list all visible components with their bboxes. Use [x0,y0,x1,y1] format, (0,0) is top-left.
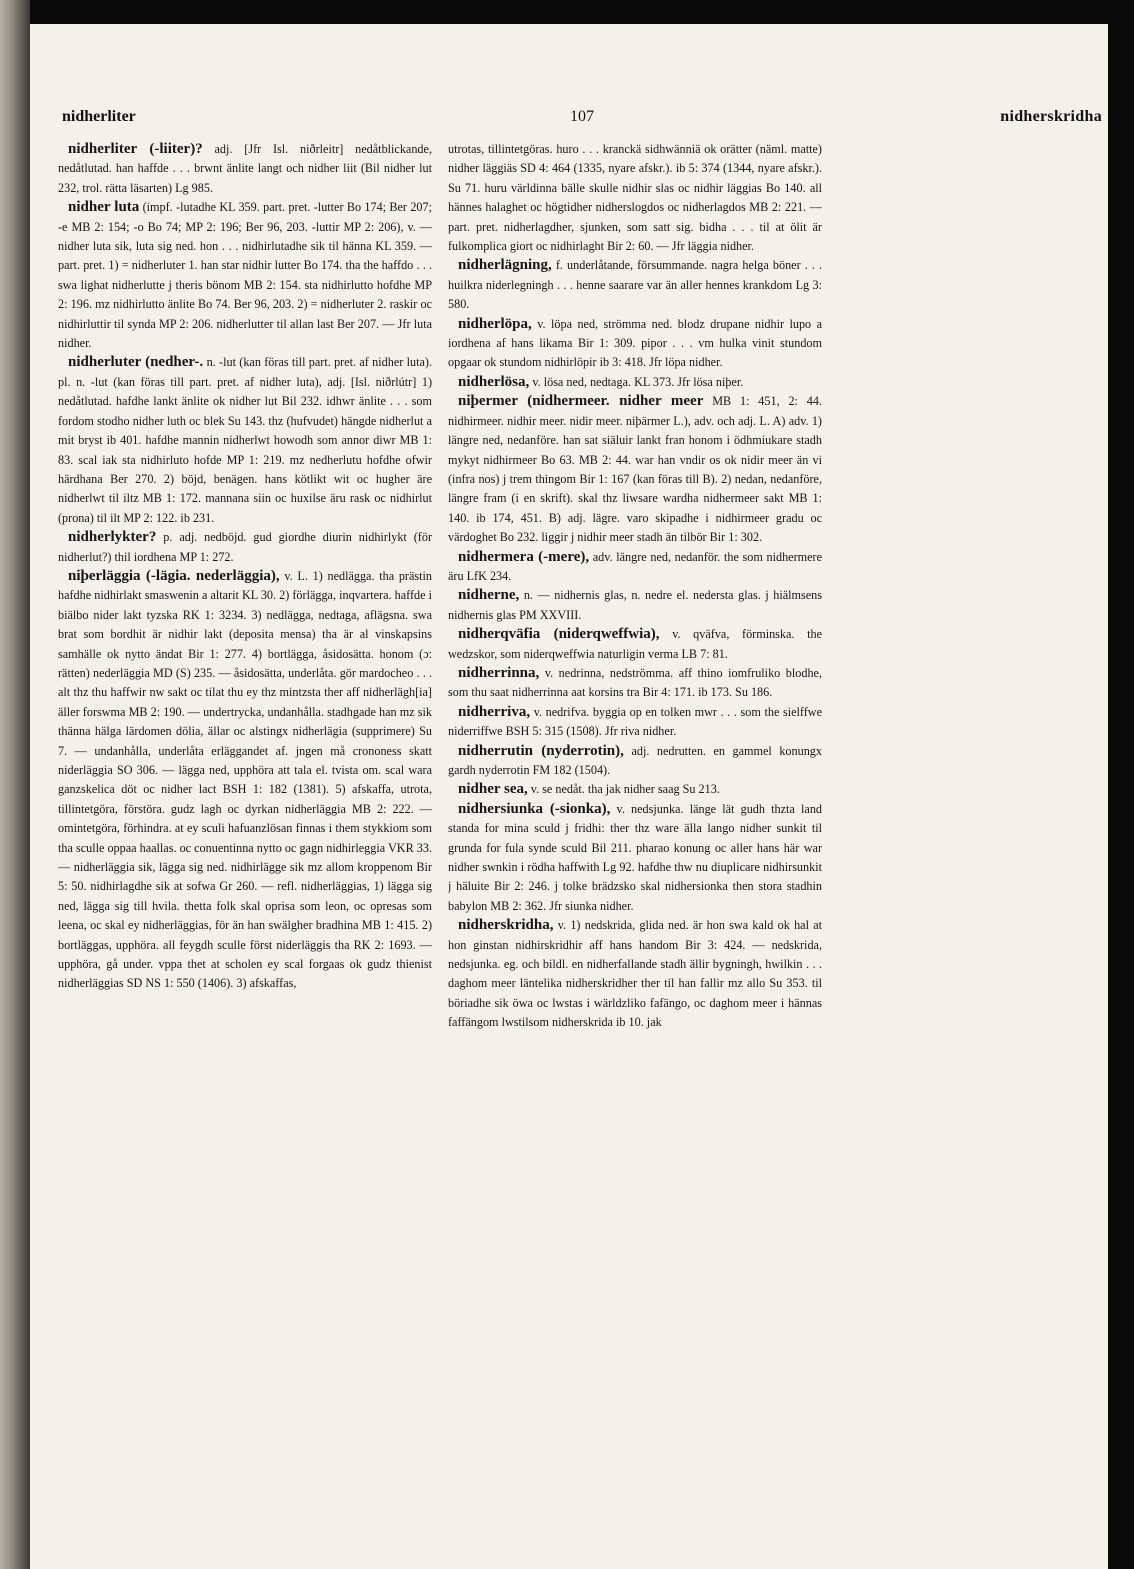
entry-text: v. L. 1) nedlägga. tha prästin hafdhe nidhirlakt smaswenin a altarit KL 30. 2) förlägga, inqvartera. haffde i biälbo nider lakt tyzska RK 1: 3234. 3) nedlägga, nedtaga, aflägsna. swa brat som bordhit är nidhir lakt (deposita mensa) tha är al vinskapsins samhälle ok nytto ändat Bir 1: 277. 4) bortlägga, åsidosätta. honom (ɔ: rätten) nederläggia MD (S) 235. — åsidosätta, underlåta. gör mardocheo . . . alt thz thu haffwir nw sakt oc tilat thu ey thz mintzsta ther aff nidherlägh[ia] äller forswma MB 2: 190. — undertrycka, undanhålla. stadhgade han mz sik thänna hälga lärdomen dölia, ällar oc alstingx nidherlägia (supprimere) Su 7. — undanhålla, underlåta erläggandet af. jngen må crononess skatt niderläggia SO 306. — lägga ned, upphöra att tala el. tvista om. scal wara ganzskelica döt oc nidher lact BSH 1: 182 (1381). 5) afskaffa, utrota, tillintetgöra, förstöra. gudz lagh oc dyrkan nidherläggia MB 2: 222. — omintetgöra, förhindra. at ey sculi hafuanzlösan finnas i them stykkiom som tha sculle oppaa haallas. oc conuentinna nytto oc gagn nidhirleggia VKR 33. — nidherläggia sik, lägga sig ned. nidhirlägge sik mz allom kroppenom Bir 5: 50. nidhirlagdhe sik at sofwa Gr 260. — refl. nidherläggias, 1) lägga sig ned, lägga sig till hvila. thetta folk skal oprisa som leon, oc opresas som leena, oc skal ey nidherläggias, för än han swälgher bradhina MB 1: 415. 2) bortläggas, upphöra. all feygdh sculle först niderläggis tha RK 2: 1693. — upphöra, gå under. vppa thet at scholen ey scal forgaas ok gudz thienist nidherläggias SD NS 1: 550 (1406). 3) afskaffas, [58,568,432,991]
dictionary-entry [58,528,432,567]
dictionary-entry [448,548,822,587]
entry-headword: niþermer (nidhermeer. nidher meer [458,393,704,410]
entry-text: utrotas, tillintetgöras. huro . . . kranckä sidhwänniä ok orätter (näml. matte) nidher läggiäs SD 4: 464 (1335, nyare afskr.). ib 5: 374 (1344, nyare afskr.). Su 71. huru världinna bälle skulle nidhir slas oc nidhir läggias Bo 140. all hännes halaghet oc högtidher nidherslogdos oc nidherlagdos MB 2: 221. — part. pret. nidherlagdher, sjunken, som satt sig. bidha . . . til at ölit är fulkomplica giort oc nidhirlaght Bir 2: 60. — Jfr läggia nidher. [448,142,822,254]
entry-text: v. lösa ned, nedtaga. KL 373. Jfr lösa niþer. [532,374,744,389]
entry-text: (impf. -lutadhe KL 359. part. pret. -lutter Bo 174; Ber 207; -e MB 2: 154; -o Bo 74; MP 2: 196; Ber 96, 203. -luttir MP 2: 206), v. — nidher luta sik, luta sig ned. hon . . . nidhirlutadhe sik til hänna KL 359. — part. pret. 1) = nidherluter 1. han star nidhir lutter Bo 174. tha the haffdo . . . swa lighat nidherlutte j theris bönom MB 2: 154. sta nidhirlutto hofdhe MP 2: 196. mz nidhirlutto änlite Bo 74. Ber 96, 203. 2) = nidherluter 2. raskir oc nidhirluttir til synda MP 2: 206. nidherlutter til allan last Ber 207. — Jfr luta nidher. [58,200,432,351]
entry-headword: nidher sea, [458,781,528,798]
entry-text: v. se nedåt. tha jak nidher saag Su 213. [530,782,720,797]
entry-headword: nidherliter (-liiter)? [68,141,203,157]
dictionary-entry [448,315,822,373]
entry-text: v. qväfva, förminska. the wedzskor, som niderqweffwia naturligin verma LB 7: 81. [448,627,822,661]
page-number: 107 [570,108,594,125]
entry-text: adj. nedrutten. en gammel konungx gardh nyderrotin FM 182 (1504). [448,743,822,777]
dictionary-entry [448,703,822,742]
entry-text: n. — nidhernis glas, n. nedre el. nedersta glas. j hiälmsens nidhernis glas PM XXVIII. [448,588,822,622]
header-right-word: nidherskridha [1000,108,1102,125]
entry-headword: nidherlöpa, [458,315,532,332]
entry-headword: nidherne, [458,587,520,604]
left-column [58,140,432,1370]
entry-text: adv. längre ned, nedanför. the som nidhermere äru LfK 234. [448,549,822,583]
entry-headword: nidherluter (nedher-. [68,354,204,371]
dictionary-entry [58,198,432,353]
entry-text: v. nedrifva. byggia op en tolken mwr . . . som the sielffwe niderriffwe BSH 5: 315 (1508). Jfr riva nidher. [448,704,822,739]
entry-text: f. underlåtande, försummande. nagra helga böner . . . huilkra niderlegningh . . . henne saarare var än aller hennes krankdom Lg 3: 580. [448,258,822,312]
entry-text: n. -lut (kan föras till part. pret. af nidher luta). pl. n. -lut (kan föras till part. pret. af nidher luta), adj. [Isl. niðrlútr] 1) nedåtlutad. hafdhe lankt änlite ok nidher lut Bil 232. idhwr änlite . . . som fordom stodho nidher luth oc blek Su 143. thz (hufvudet) hängde nidherlut a mit bryst ib 401. hafdhe mannin nidherlwt howodh som annor diwr MB 1: 83. scal iak sta nidhirluto hofde MP 1: 219. mz nedherlutu hofdhe ofwir härdhana Ber 270. 2) böjd, benägen. hans kötlikt wit oc hugher äre nidherlwt til iltz MB 1: 172. mannana siin oc huxilse äru rask oc nidhirlut (prona) til ilt MP 2: 122. ib 231. [58,355,432,525]
dictionary-entry [448,256,822,314]
entry-text: p. adj. nedböjd. gud giordhe diurin nidhirlykt (för nidherlut?) thil iordhena MP 1: 272. [58,530,432,564]
entry-text: adj. [Jfr Isl. niðrleitr] nedåtblickande, nedåtlutad. han haffde . . . brwnt änlite langt och nidher liit (Bil nidher lut 232, trol. rätta läsarten) Lg 985. [58,142,432,195]
entry-text: v. nedrinna, nedströmma. aff thino iomfruliko blodhe, som thu saat nidherrinna aat korsins tra Bir 4: 171. ib 173. Su 186. [448,665,822,700]
dictionary-entry [448,916,822,1032]
dictionary-entry [58,353,432,528]
entry-headword: nidher luta [68,199,140,216]
entry-headword: nidherqväfia (niderqweffwia), [458,626,660,643]
dictionary-entry [448,373,822,392]
dictionary-entry [448,140,822,256]
entry-text: v. 1) nedskrida, glida ned. är hon swa kald ok hal at hon ginstan nidhirskridhir aff hans handom Bir 3: 424. — nedskrida, nedsjunka. eg. och bildl. en nidherfallande stadh ällir bygningh, hwilkin . . . daghom meer läntelika nidherskridher ther til han fallir mz allo Su 353. til böriadhe sik öwa oc lwstas i wärldzliko fafängo, oc daghom meer i hännas faffängom lwstilsom nidherskrida ib 10. jak [448,918,822,1030]
dictionary-entry [448,780,822,799]
entry-text: MB 1: 451, 2: 44. nidhirmeer. nidhir meer. nidir meer. niþärmer L.), adv. och adj. L. A) adv. 1) längre ned, nedanföre. han sat siäluir lankt fran honom i ödhmiukare stadh mykyt nidhirmeer Bo 63. MB 2: 44. war han vndir os ok nidir meer än vi (infra nos) j trem thingom Bir 1: 167 (kan föras till B). 2) nedan, nedanföre, längre fram (i en skrift). skal thz liwsare wardha nidhermeer sakt MB 1: 140. ib 174, 451. B) adj. lägre. varo skipadhe i nidhirmeer gradu oc värdoghet Bo 232. liggir j nidhir meer stadh än tilbör Bir 1: 302. [448,394,822,545]
dictionary-entry [448,742,822,781]
dictionary-entry [448,625,822,664]
entry-headword: nidherskridha, [458,917,554,934]
scan-edge [0,0,30,1569]
dictionary-entry [58,567,432,994]
entry-text: v. löpa ned, strömma ned. blodz drupane nidhir lupo a iordhena af hans likama Bir 1: 309. pipor . . . vm hulka vinit stundom opgaar ok stundom nidhirlöpir ib 3: 418. Jfr löpa nidher. [448,316,822,370]
entry-headword: nidhersiunka (-sionka), [458,800,611,817]
entry-headword: niþerläggia (-lägia. nederläggia), [68,567,280,584]
dictionary-entry [448,800,822,916]
header-left-word: nidherliter [62,108,136,125]
entry-headword: nidherlägning, [458,257,552,274]
dictionary-entry [448,664,822,703]
entry-headword: nidherlykter? [68,529,157,546]
right-column [448,140,822,1370]
dictionary-entry [448,392,822,547]
running-header [62,108,1102,130]
entry-headword: nidherrinna, [458,664,540,681]
entry-headword: nidherrutin (nyderrotin), [458,742,624,759]
dictionary-entry [58,140,432,198]
entry-headword: nidherriva, [458,703,531,720]
dictionary-entry [448,586,822,625]
entry-text: v. nedsjunka. länge lät gudh thzta land standa for mina sculd j fridhi: ther thz ware älla lango nidher sunkit til grunda for fula synde sculd Bil 211. pharao konung oc aller hans här war nidher swnkin i rödha haffwith Lg 92. hafdhe thw nu diuplicare nidhirsunkit j häluite Bir 2: 246. j tolke brädzsko skal nidhersionka then stora stadhin babylon MB 2: 362. Jfr siunka nidher. [448,801,822,913]
entry-headword: nidherlösa, [458,373,530,390]
entry-headword: nidhermera (-mere), [458,548,590,565]
